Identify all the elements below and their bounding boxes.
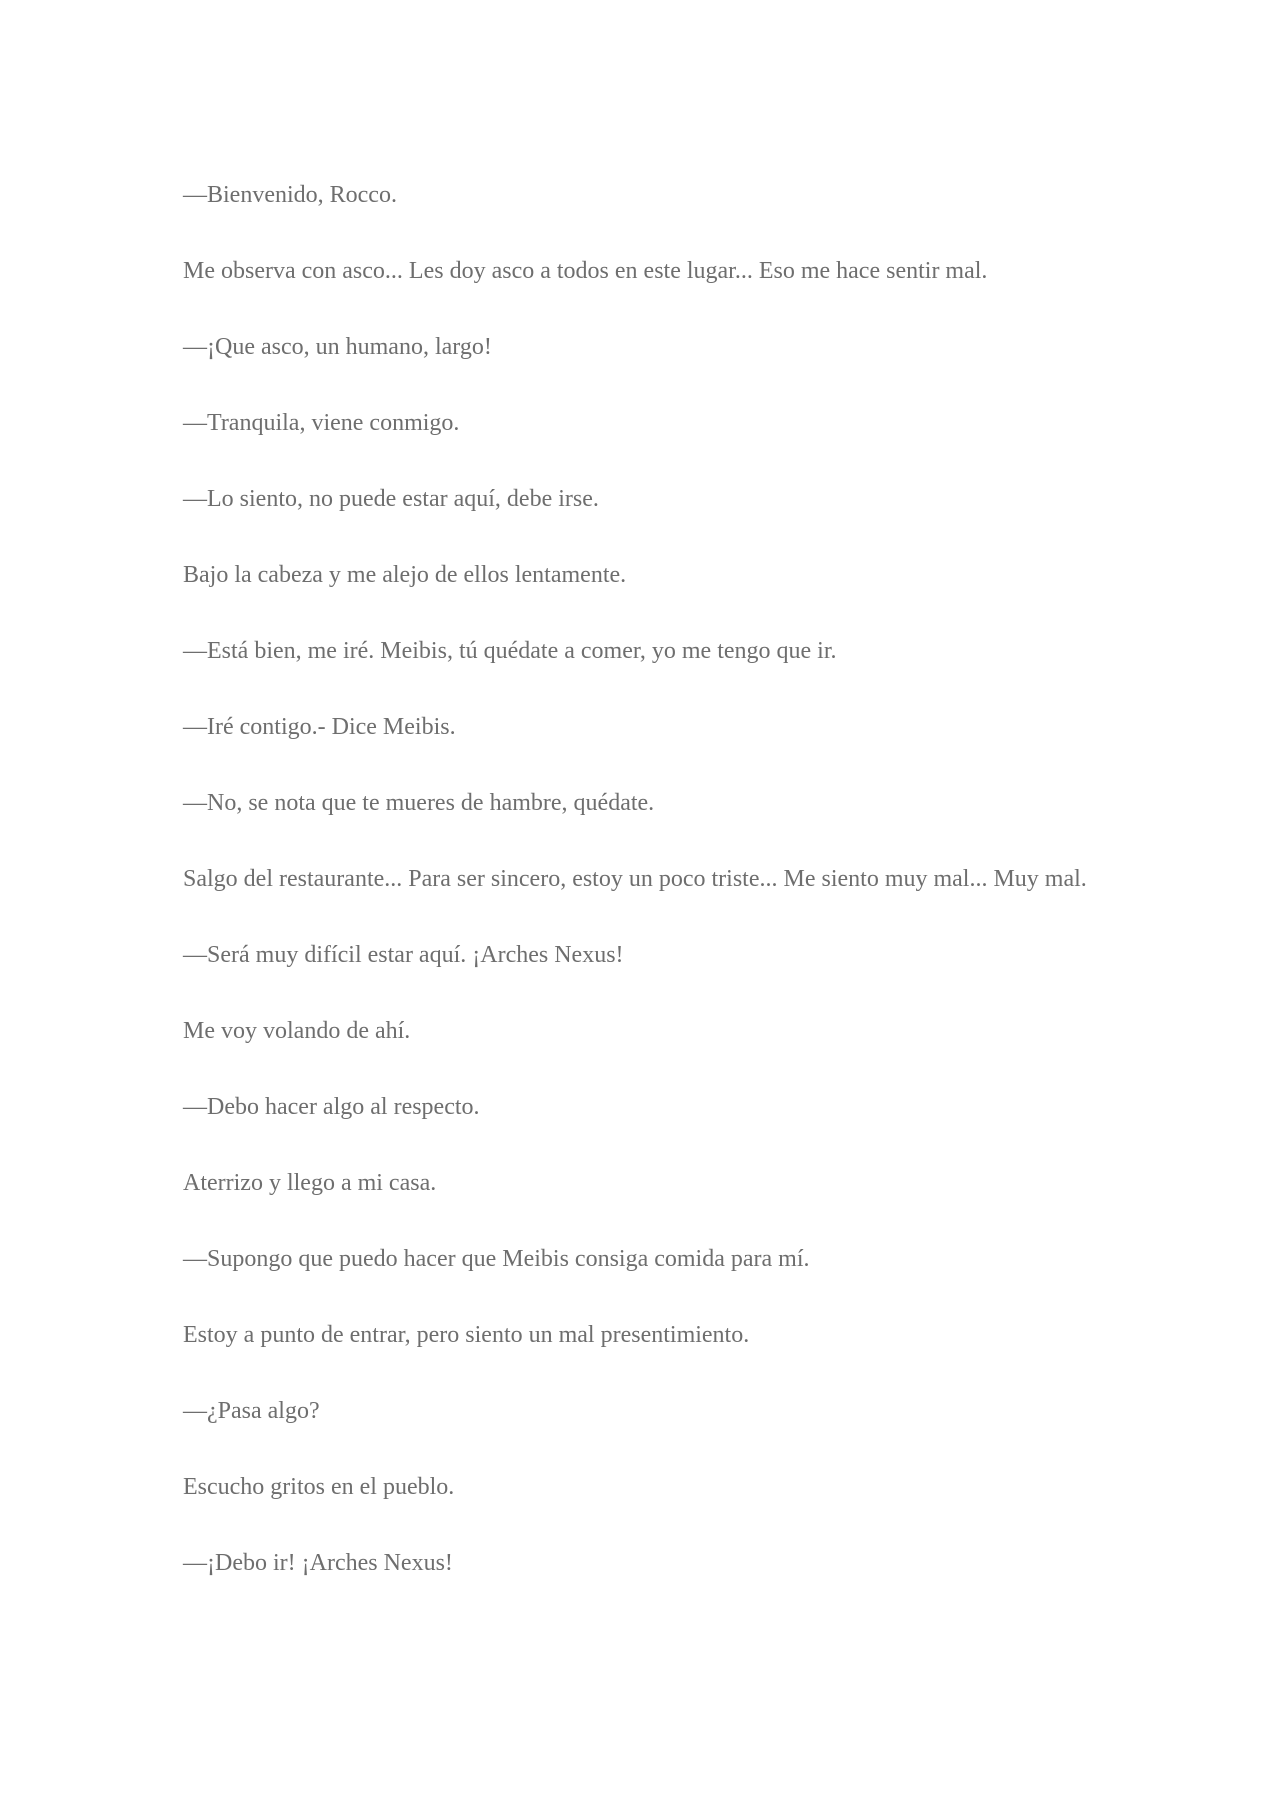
paragraph-2: Me observa con asco... Les doy asco a todos en este lugar... Eso me hace sentir mal.: [183, 258, 988, 284]
paragraph-16: Estoy a punto de entrar, pero siento un mal presentimiento.: [183, 1322, 750, 1348]
paragraph-3: —¡Que asco, un humano, largo!: [183, 334, 492, 360]
paragraph-11: —Será muy difícil estar aquí. ¡Arches Nexus!: [183, 942, 624, 968]
paragraph-13: —Debo hacer algo al respecto.: [183, 1094, 480, 1120]
paragraph-6: Bajo la cabeza y me alejo de ellos lentamente.: [183, 562, 627, 588]
paragraph-12: Me voy volando de ahí.: [183, 1018, 411, 1044]
paragraph-18: Escucho gritos en el pueblo.: [183, 1474, 455, 1500]
paragraph-1: —Bienvenido, Rocco.: [183, 182, 397, 208]
paragraph-5: —Lo siento, no puede estar aquí, debe irse.: [183, 486, 599, 512]
paragraph-10: Salgo del restaurante... Para ser sincero, estoy un poco triste... Me siento muy mal... Muy mal.: [183, 866, 1087, 892]
paragraph-9: —No, se nota que te mueres de hambre, quédate.: [183, 790, 655, 816]
story-text: [183, 180, 1103, 1624]
paragraph-7: —Está bien, me iré. Meibis, tú quédate a comer, yo me tengo que ir.: [183, 638, 837, 664]
paragraph-15: —Supongo que puedo hacer que Meibis consiga comida para mí.: [183, 1246, 810, 1272]
paragraph-8: —Iré contigo.- Dice Meibis.: [183, 714, 456, 740]
paragraph-19: —¡Debo ir! ¡Arches Nexus!: [183, 1550, 453, 1576]
paragraph-4: —Tranquila, viene conmigo.: [183, 410, 460, 436]
paragraph-14: Aterrizo y llego a mi casa.: [183, 1170, 437, 1196]
paragraph-17: —¿Pasa algo?: [183, 1398, 320, 1424]
